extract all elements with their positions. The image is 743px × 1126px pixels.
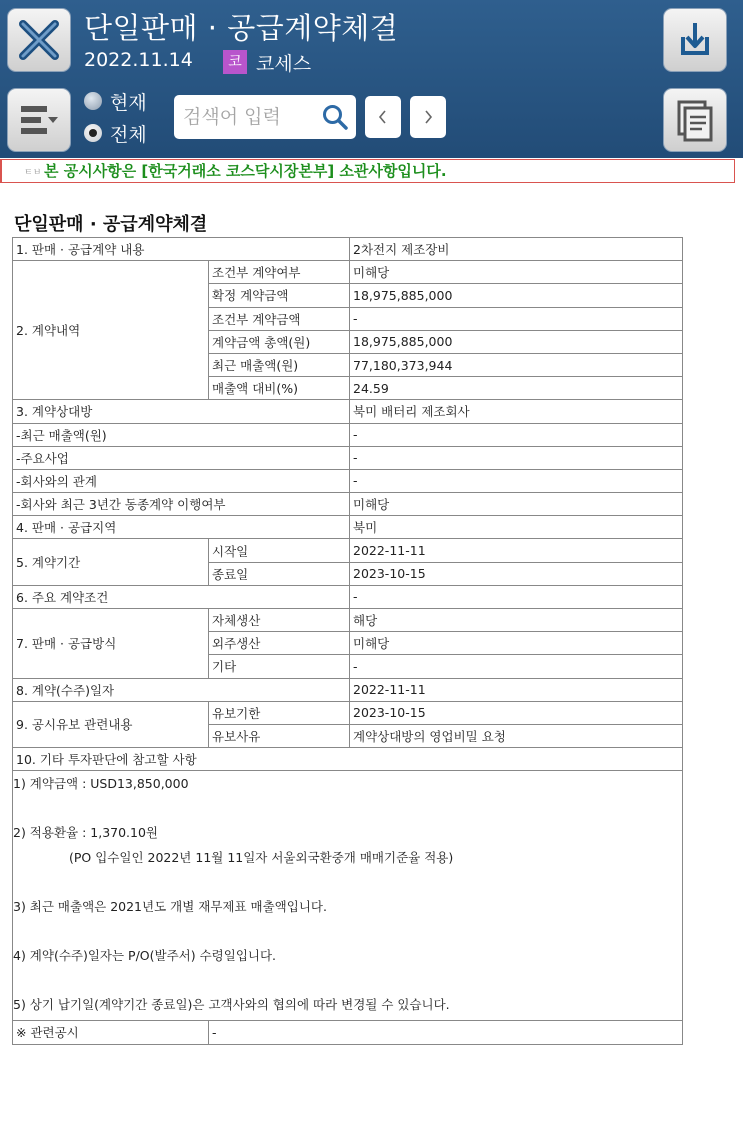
note-line: (PO 입수일인 2022년 11월 11일자 서울외국환중개 매매기준율 적용) [69, 849, 454, 865]
company-name[interactable]: 코세스 [256, 53, 312, 75]
row-sublabel: 최근 매출액(원) [209, 353, 350, 376]
row-sublabel: 시작일 [209, 539, 350, 562]
table-row [13, 701, 683, 724]
radio-current-dot[interactable] [84, 92, 102, 110]
table-row [13, 400, 683, 423]
row-value: 2022-11-11 [350, 678, 683, 701]
row-sublabel: 조건부 계약여부 [209, 261, 350, 284]
note-line: 2) 적용환율 : 1,370.10원 [13, 825, 159, 841]
table-row [13, 261, 683, 284]
table-row [13, 609, 683, 632]
notice-icon: ㅌㅂ [24, 168, 42, 178]
search-icon[interactable] [322, 104, 348, 130]
chevron-left-icon [377, 110, 389, 124]
row-sublabel: 자체생산 [209, 609, 350, 632]
note-line: 1) 계약금액 : USD13,850,000 [13, 776, 189, 792]
row-label: ※ 관련공시 [13, 1021, 209, 1044]
row-label: -회사와의 관계 [13, 469, 350, 492]
row-label: 8. 계약(수주)일자 [13, 678, 350, 701]
table-row [13, 493, 683, 516]
row-value: 18,975,885,000 [350, 284, 683, 307]
radio-all-dot[interactable] [84, 124, 102, 142]
radio-all-label: 전체 [110, 124, 147, 146]
row-value: 계약상대방의 영업비밀 요청 [350, 724, 683, 747]
row-label: -최근 매출액(원) [13, 423, 350, 446]
note-blank [13, 922, 682, 947]
download-button[interactable] [663, 8, 727, 72]
app-header [0, 0, 743, 158]
row-value: - [350, 307, 683, 330]
note-blank [13, 800, 682, 825]
row-value: 2차전지 제조장비 [350, 238, 683, 261]
row-value: - [350, 446, 683, 469]
row-value: 2023-10-15 [350, 701, 683, 724]
row-value: 2022-11-11 [350, 539, 683, 562]
note-blank [13, 873, 682, 898]
copy-button[interactable] [663, 88, 727, 152]
row-sublabel: 조건부 계약금액 [209, 307, 350, 330]
row-sublabel: 매출액 대비(%) [209, 377, 350, 400]
search-box [174, 95, 356, 139]
radio-current[interactable] [84, 88, 164, 114]
table-row [13, 678, 683, 701]
table-row [13, 469, 683, 492]
notice-text: 본 공시사항은 [한국거래소 코스닥시장본부] 소관사항입니다. [44, 162, 447, 180]
row-sublabel: 기타 [209, 655, 350, 678]
radio-current-label: 현재 [110, 92, 147, 114]
note-line: 3) 최근 매출액은 2021년도 개별 재무제표 매출액입니다. [13, 898, 327, 914]
row-label: -주요사업 [13, 446, 350, 469]
radio-all[interactable] [84, 120, 164, 146]
kosdaq-badge: 코 [223, 50, 247, 74]
row-label: -회사와 최근 3년간 동종계약 이행여부 [13, 493, 350, 516]
note-blank [13, 971, 682, 996]
table-row [13, 423, 683, 446]
close-button[interactable] [7, 8, 71, 72]
row-label: 2. 계약내역 [13, 261, 209, 400]
row-label: 10. 기타 투자판단에 참고할 사항 [13, 748, 683, 771]
row-value: 북미 [350, 516, 683, 539]
row-label: 7. 판매 · 공급방식 [13, 609, 209, 679]
note-line: 4) 계약(수주)일자는 P/O(발주서) 수령일입니다. [13, 947, 277, 963]
table-row [13, 516, 683, 539]
row-sublabel: 확정 계약금액 [209, 284, 350, 307]
prev-button[interactable] [365, 96, 401, 138]
menu-button[interactable] [7, 88, 71, 152]
row-sublabel: 종료일 [209, 562, 350, 585]
row-value: - [209, 1021, 683, 1044]
row-value: - [350, 423, 683, 446]
disclosure-date: 2022.11.14 [84, 49, 193, 71]
table-row [13, 238, 683, 261]
table-row [13, 446, 683, 469]
row-label: 6. 주요 계약조건 [13, 585, 350, 608]
menu-icon [8, 89, 70, 151]
disclosure-table [12, 237, 683, 1045]
copy-icon [664, 89, 726, 151]
table-row [13, 585, 683, 608]
close-icon [8, 9, 70, 71]
chevron-right-icon [422, 110, 434, 124]
row-sublabel: 외주생산 [209, 632, 350, 655]
row-value: 미해당 [350, 261, 683, 284]
row-value: 2023-10-15 [350, 562, 683, 585]
table-row [13, 771, 683, 1021]
row-value: 해당 [350, 609, 683, 632]
row-value: - [350, 655, 683, 678]
row-sublabel: 계약금액 총액(원) [209, 330, 350, 353]
row-value: 미해당 [350, 493, 683, 516]
search-input[interactable] [183, 103, 313, 131]
table-row [13, 539, 683, 562]
row-value: 18,975,885,000 [350, 330, 683, 353]
row-label: 3. 계약상대방 [13, 400, 350, 423]
document-title: 단일판매 · 공급계약체결 [14, 214, 208, 235]
row-value: - [350, 469, 683, 492]
table-row [13, 1021, 683, 1044]
row-value: 24.59 [350, 377, 683, 400]
row-label: 4. 판매 · 공급지역 [13, 516, 350, 539]
next-button[interactable] [410, 96, 446, 138]
row-value: 북미 배터리 제조회사 [350, 400, 683, 423]
download-icon [664, 9, 726, 71]
row-value: - [350, 585, 683, 608]
table-row [13, 748, 683, 771]
row-value: 77,180,373,944 [350, 353, 683, 376]
row-sublabel: 유보사유 [209, 724, 350, 747]
notes-cell [13, 771, 683, 1021]
row-sublabel: 유보기한 [209, 701, 350, 724]
row-label: 5. 계약기간 [13, 539, 209, 585]
row-value: 미해당 [350, 632, 683, 655]
page-title: 단일판매 · 공급계약체결 [84, 11, 399, 45]
notice-bar [0, 159, 735, 183]
note-line: 5) 상기 납기일(계약기간 종료일)은 고객사와의 협의에 따라 변경될 수 있습니다. [13, 996, 450, 1012]
row-label: 1. 판매 · 공급계약 내용 [13, 238, 350, 261]
row-label: 9. 공시유보 관련내용 [13, 701, 209, 747]
